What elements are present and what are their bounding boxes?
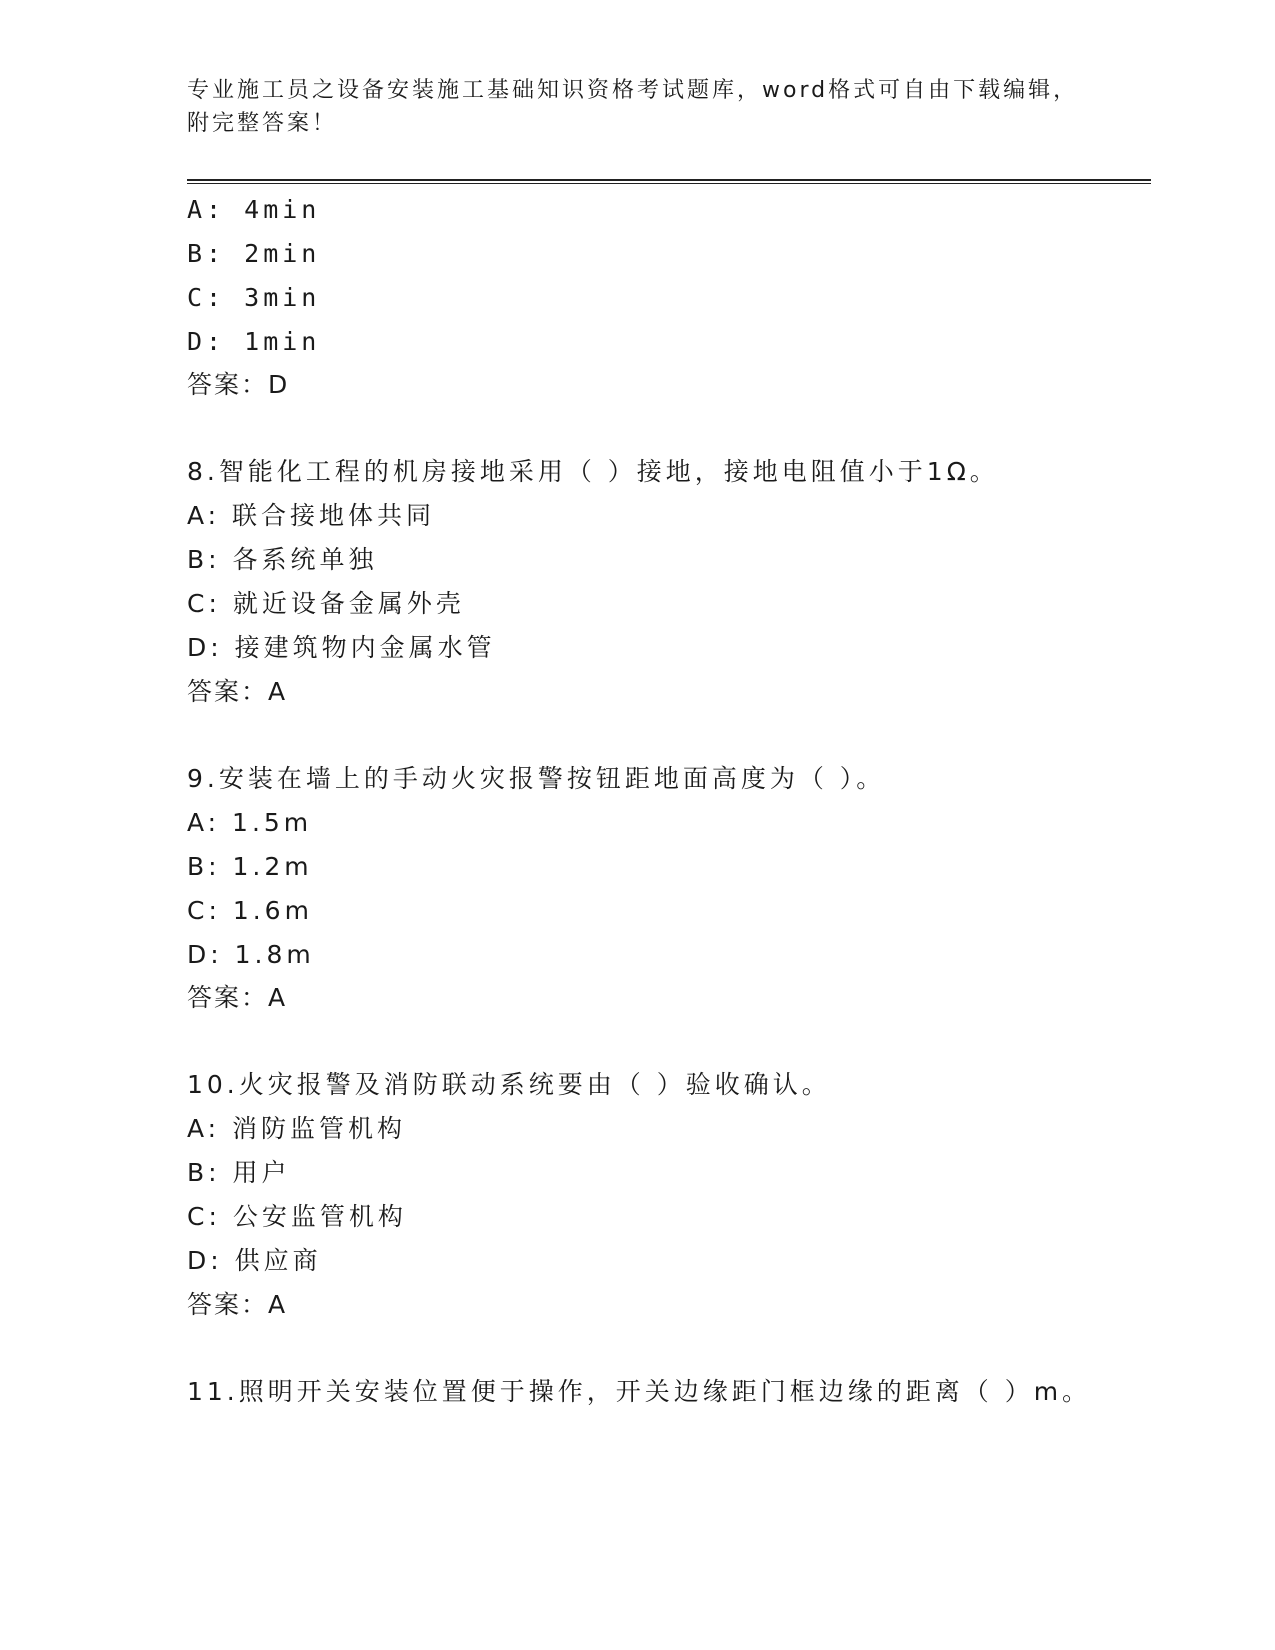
question-text: 10.火灾报警及消防联动系统要由（ ）验收确认。: [187, 1070, 831, 1099]
option-b: B: 2min: [187, 239, 321, 268]
option-b: B: 各系统单独: [187, 545, 378, 574]
answer: 答案：A: [187, 983, 288, 1012]
option-a: A: 消防监管机构: [187, 1114, 407, 1143]
option-a: A: 联合接地体共同: [187, 501, 436, 530]
option-c: C: 就近设备金属外壳: [187, 589, 465, 618]
option-b: B: 1.2m: [187, 852, 313, 881]
question-text: 9.安装在墙上的手动火灾报警按钮距地面高度为（ ）。: [187, 764, 886, 793]
option-d: D: 供应商: [187, 1246, 322, 1275]
question-text: 11.照明开关安装位置便于操作，开关边缘距门框边缘的距离（ ）m。: [187, 1377, 1092, 1406]
answer: 答案：A: [187, 1290, 288, 1319]
header-divider-thin: [187, 183, 1151, 184]
option-c: C: 公安监管机构: [187, 1202, 407, 1231]
option-c: C: 3min: [187, 283, 321, 312]
option-c: C: 1.6m: [187, 896, 313, 925]
header-divider-thick: [187, 179, 1151, 181]
header-line-2: 附完整答案！: [187, 111, 338, 136]
option-d: D: 1min: [187, 327, 321, 356]
header-line-1: 专业施工员之设备安装施工基础知识资格考试题库，word格式可自由下载编辑，: [187, 78, 1079, 103]
option-d: D: 接建筑物内金属水管: [187, 633, 496, 662]
question-text: 8.智能化工程的机房接地采用（ ）接地，接地电阻值小于1Ω。: [187, 457, 999, 486]
answer: 答案：A: [187, 677, 288, 706]
option-d: D: 1.8m: [187, 940, 315, 969]
answer: 答案：D: [187, 370, 290, 399]
option-b: B: 用户: [187, 1158, 291, 1187]
option-a: A: 1.5m: [187, 808, 313, 837]
option-a: A: 4min: [187, 195, 321, 224]
document-header: [187, 74, 1087, 140]
